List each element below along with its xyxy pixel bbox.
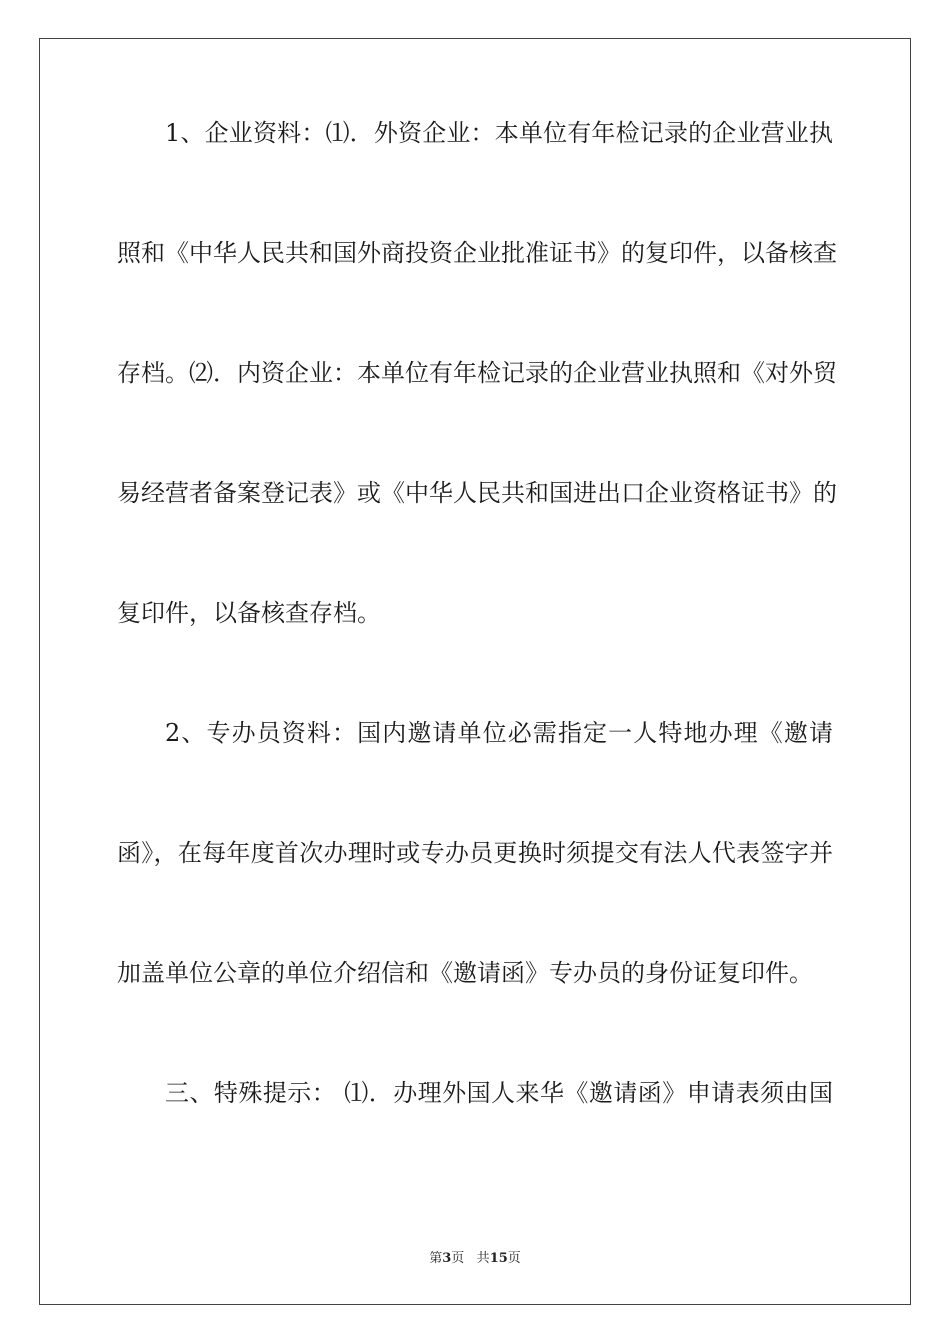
footer-page-prefix: 第 [429, 1251, 443, 1266]
document-body [117, 118, 837, 1198]
footer-total-suffix: 页 [507, 1251, 521, 1266]
footer-page-suffix: 页 [451, 1251, 465, 1266]
footer-page-total: 15 [489, 1251, 508, 1266]
paragraph-line: 加盖单位公章的单位介绍信和《邀请函》专办员的身份证复印件。 [117, 959, 813, 987]
paragraph-line: 函》，在每年度首次办理时或专办员更换时须提交有法人代表签字并 [117, 839, 833, 867]
paragraph-line: 三、特殊提示： ⑴．办理外国人来华《邀请函》申请表须由国 [165, 1079, 833, 1107]
paragraph-line: 易经营者备案登记表》或《中华人民共和国进出口企业资格证书》的 [117, 479, 837, 507]
footer-page-current: 3 [442, 1251, 452, 1266]
paragraph-line: 1、企业资料：⑴．外资企业：本单位有年检记录的企业营业执 [165, 119, 833, 147]
paragraph-line: 照和《中华人民共和国外商投资企业批准证书》的复印件，以备核查 [117, 239, 837, 267]
paragraph-line: 2、专办员资料：国内邀请单位必需指定一人特地办理《邀请 [165, 719, 833, 747]
page-footer [0, 1247, 950, 1266]
paragraph-line: 复印件，以备核查存档。 [117, 599, 381, 627]
footer-total-prefix: 共 [476, 1251, 490, 1266]
paragraph-line: 存档。⑵．内资企业：本单位有年检记录的企业营业执照和《对外贸 [117, 359, 837, 387]
